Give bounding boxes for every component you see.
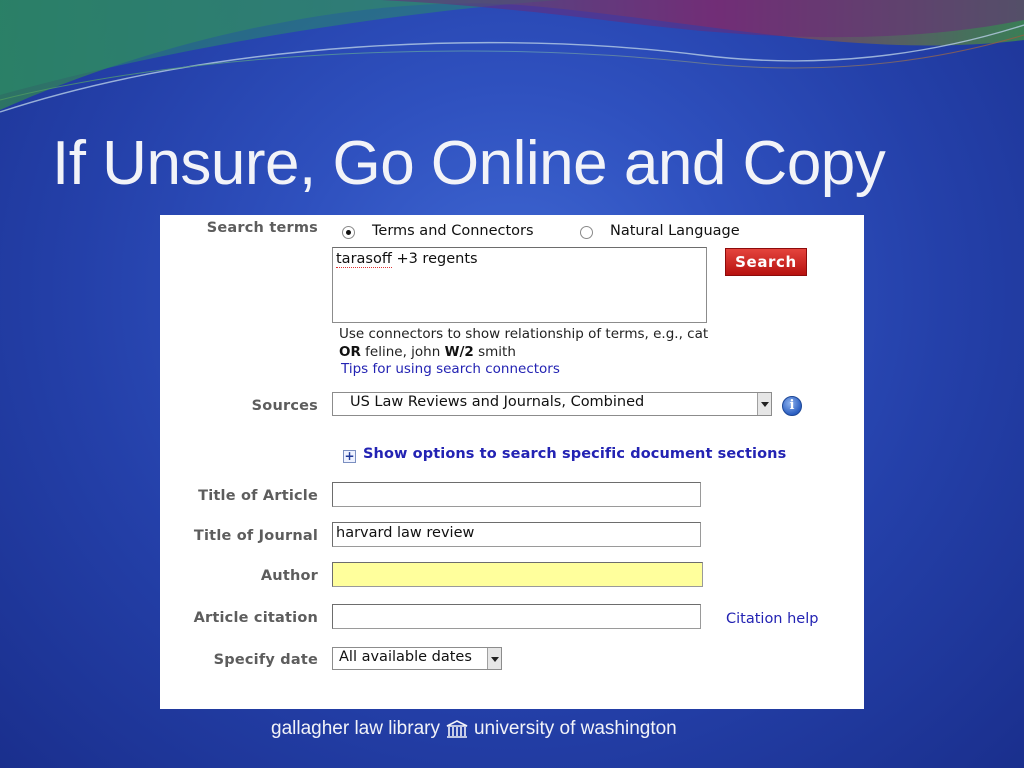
help-end: smith: [473, 343, 516, 360]
date-selected-value: All available dates: [339, 649, 472, 665]
title-article-label: Title of Article: [198, 488, 318, 504]
title-journal-label: Title of Journal: [193, 528, 318, 544]
expand-plus-icon[interactable]: +: [344, 449, 355, 463]
sources-selected-value: US Law Reviews and Journals, Combined: [350, 394, 645, 410]
citation-help-link[interactable]: Citation help: [726, 611, 819, 627]
natural-language-label[interactable]: Natural Language: [610, 223, 740, 239]
help-line-1: Use connectors to show relationship of terms, e.g., cat: [339, 326, 709, 342]
sources-select[interactable]: [332, 392, 772, 416]
building-columns-icon: [446, 720, 468, 738]
author-input[interactable]: [332, 562, 703, 587]
footer: [271, 718, 677, 740]
natural-language-radio[interactable]: [580, 226, 593, 239]
title-journal-input[interactable]: harvard law review: [332, 522, 701, 547]
dropdown-arrow-icon[interactable]: [757, 393, 771, 415]
info-icon[interactable]: i: [782, 396, 802, 416]
citation-input[interactable]: [332, 604, 701, 629]
help-mid: feline, john: [360, 343, 445, 360]
footer-library-name: gallagher law library: [271, 718, 440, 739]
dropdown-arrow-icon[interactable]: [487, 648, 501, 669]
citation-label: Article citation: [193, 610, 318, 626]
author-label: Author: [260, 568, 318, 584]
search-form-screenshot: [160, 215, 864, 709]
search-term-word: tarasoff: [336, 251, 392, 267]
search-terms-label: Search terms: [206, 220, 318, 236]
date-select[interactable]: [332, 647, 502, 670]
slide-title: If Unsure, Go Online and Copy: [52, 129, 886, 198]
tips-link[interactable]: Tips for using search connectors: [341, 361, 560, 377]
search-button[interactable]: Search: [725, 248, 807, 276]
search-terms-input[interactable]: [332, 247, 707, 323]
terms-connectors-label[interactable]: Terms and Connectors: [372, 223, 534, 239]
title-article-input[interactable]: [332, 482, 701, 507]
connectors-help-text: [339, 326, 769, 361]
footer-university-name: university of washington: [473, 718, 677, 739]
help-or: OR: [339, 343, 361, 360]
help-w2: W/2: [444, 343, 474, 360]
decorative-swoosh: [0, 0, 1024, 130]
sources-label: Sources: [251, 398, 318, 414]
search-term-rest: +3 regents: [391, 251, 478, 267]
specify-date-label: Specify date: [213, 652, 318, 668]
terms-connectors-radio[interactable]: [342, 226, 355, 239]
show-options-link[interactable]: Show options to search specific document sections: [363, 446, 787, 462]
